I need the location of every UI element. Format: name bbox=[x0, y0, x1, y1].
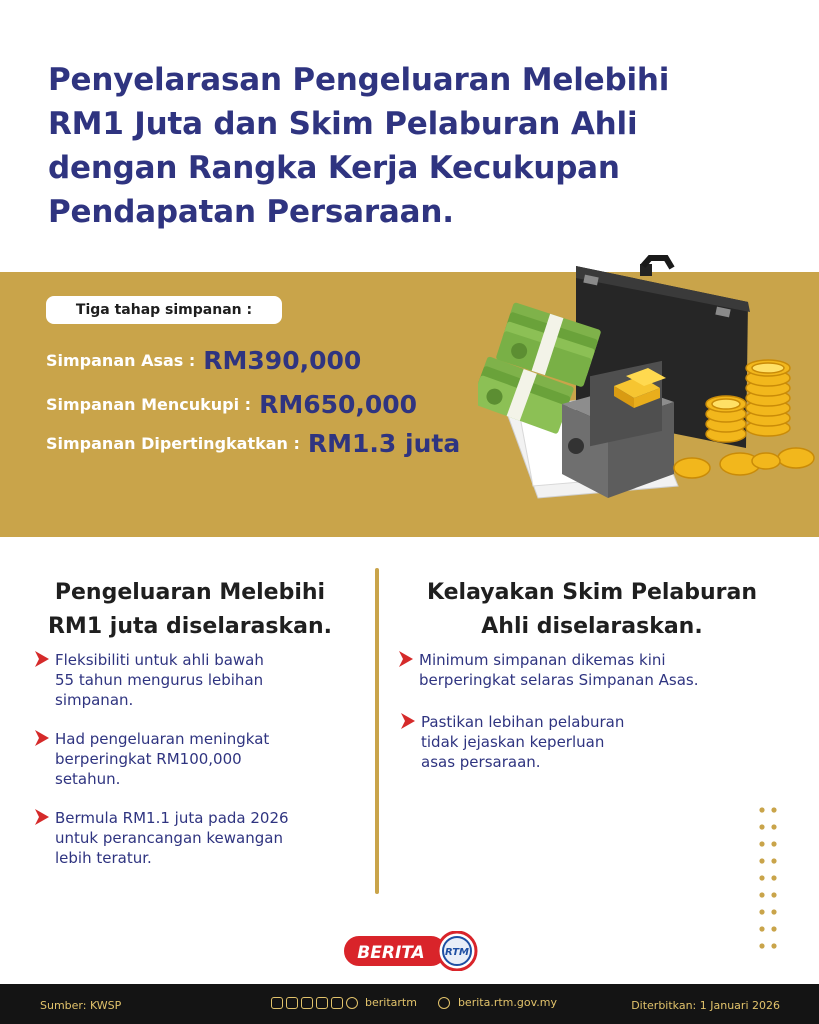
title-line: dengan Rangka Kerja Kecukupan bbox=[48, 150, 620, 186]
tiktok-icon[interactable] bbox=[316, 997, 328, 1009]
right-bullet-1 bbox=[419, 650, 698, 690]
footer-social bbox=[271, 996, 557, 1009]
savings-level-label: Simpanan Dipertingkatkan : bbox=[46, 434, 300, 453]
logo-sub-text: RTM bbox=[444, 947, 470, 958]
title-line: RM1 juta diselaraskan. bbox=[47, 614, 332, 639]
logo-text: BERITA bbox=[357, 943, 425, 963]
bullet-line: Minimum simpanan dikemas kini bbox=[419, 651, 666, 669]
website-link[interactable]: berita.rtm.gov.my bbox=[457, 996, 557, 1009]
savings-level-basic bbox=[46, 346, 361, 375]
right-bullet-2 bbox=[421, 712, 624, 772]
bullet-line: asas persaraan. bbox=[421, 753, 541, 771]
bullet-line: setahun. bbox=[55, 770, 121, 788]
savings-level-label: Simpanan Asas : bbox=[46, 351, 196, 370]
instagram-icon[interactable] bbox=[286, 997, 298, 1009]
bullet-line: Pastikan lebihan pelaburan bbox=[421, 713, 625, 731]
footer bbox=[0, 984, 819, 1024]
bullet-line: untuk perancangan kewangan bbox=[55, 829, 283, 847]
arrow-bullet-icon bbox=[401, 713, 415, 729]
savings-level-value: RM650,000 bbox=[259, 390, 418, 419]
left-bullet-2 bbox=[55, 729, 269, 789]
bullet-line: 55 tahun mengurus lebihan bbox=[55, 671, 264, 689]
bullet-line: simpanan. bbox=[55, 691, 134, 709]
bullet-line: tidak jejaskan keperluan bbox=[421, 733, 605, 751]
title-line: Kelayakan Skim Pelaburan bbox=[426, 580, 758, 605]
title-line: Pengeluaran Melebihi bbox=[54, 580, 326, 605]
bullet-line: berperingkat RM100,000 bbox=[55, 750, 242, 768]
savings-level-label: Simpanan Mencukupi : bbox=[46, 395, 252, 414]
bullet-line: Bermula RM1.1 juta pada 2026 bbox=[55, 809, 289, 827]
globe-icon bbox=[438, 997, 450, 1009]
column-divider bbox=[375, 568, 379, 894]
bullet-line: Had pengeluaran meningkat bbox=[55, 730, 270, 748]
title-line: RM1 Juta dan Skim Pelaburan Ahli bbox=[48, 106, 638, 142]
arrow-bullet-icon bbox=[35, 809, 49, 825]
title-line: Penyelarasan Pengeluaran Melebihi bbox=[48, 62, 670, 98]
savings-level-value: RM1.3 juta bbox=[307, 429, 461, 458]
berita-rtm-logo bbox=[341, 931, 481, 971]
right-column-title bbox=[396, 576, 788, 644]
facebook-icon[interactable] bbox=[271, 997, 283, 1009]
arrow-bullet-icon bbox=[399, 651, 413, 667]
title-line: Ahli diselaraskan. bbox=[481, 614, 703, 639]
money-illustration bbox=[478, 236, 819, 506]
savings-level-value: RM390,000 bbox=[203, 346, 362, 375]
savings-level-enhanced bbox=[46, 429, 460, 458]
social-handle[interactable]: beritartm bbox=[365, 996, 417, 1009]
decorative-dots bbox=[758, 806, 780, 952]
left-column-title bbox=[14, 576, 366, 644]
arrow-bullet-icon bbox=[35, 730, 49, 746]
bullet-line: berperingkat selaras Simpanan Asas. bbox=[419, 671, 699, 689]
bullet-line: Fleksibiliti untuk ahli bawah bbox=[55, 651, 264, 669]
left-bullet-3 bbox=[55, 808, 289, 868]
source-text: Sumber: KWSP bbox=[40, 999, 122, 1012]
youtube-icon[interactable] bbox=[331, 997, 343, 1009]
left-bullet-1 bbox=[55, 650, 264, 710]
published-date: Diterbitkan: 1 Januari 2026 bbox=[631, 999, 780, 1012]
savings-heading: Tiga tahap simpanan : bbox=[46, 296, 282, 324]
arrow-bullet-icon bbox=[35, 651, 49, 667]
title-line: Pendapatan Persaraan. bbox=[48, 194, 454, 230]
savings-level-adequate bbox=[46, 390, 417, 419]
whatsapp-icon[interactable] bbox=[346, 997, 358, 1009]
x-icon[interactable] bbox=[301, 997, 313, 1009]
bullet-line: lebih teratur. bbox=[55, 849, 152, 867]
page-title bbox=[48, 58, 768, 234]
